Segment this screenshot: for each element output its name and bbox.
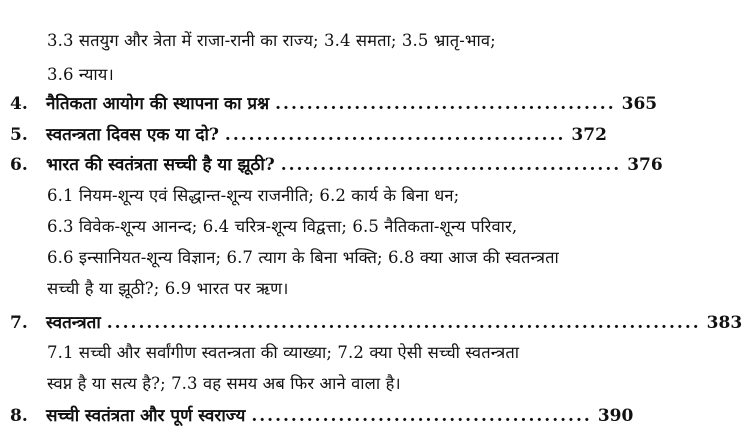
entry-title: नैतिकता आयोग की स्थापना का प्रश्न xyxy=(46,94,270,114)
toc-subtopics-7: 7.1 सच्ची और सर्वांगीण स्वतन्त्रता की व्याख्या; 7.2 क्या ऐसी सच्ची स्वतन्त्रता xyxy=(47,343,520,362)
toc-subtopics-6: 6.1 नियम-शून्य एवं सिद्धान्त-शून्य राजनीति; 6.2 कार्य के बिना धन; xyxy=(47,186,460,205)
toc-subtopics-6: 6.3 विवेक-शून्य आनन्द; 6.4 चरित्र-शून्य विद्वत्ता; 6.5 नैतिकता-शून्य परिवार, xyxy=(47,217,518,236)
dot-leader: ........................................... xyxy=(280,155,622,175)
toc-entry-5[interactable] xyxy=(10,122,607,145)
toc-subtopics-6: 6.6 इन्सानियत-शून्य विज्ञान; 6.7 त्याग के बिना भक्ति; 6.8 क्या आज की स्वतन्त्रता xyxy=(47,248,559,267)
entry-number: 6. xyxy=(10,155,28,175)
entry-number: 5. xyxy=(10,125,28,145)
page-number: 372 xyxy=(571,125,607,145)
entry-number: 8. xyxy=(10,406,28,426)
toc-entry-8[interactable] xyxy=(10,403,634,426)
entry-title: सच्ची स्वतंत्रता और पूर्ण स्वराज्य xyxy=(46,406,246,426)
dot-leader: ........................................................................... xyxy=(106,313,701,333)
entry-title: स्वतन्त्रता दिवस एक या दो? xyxy=(46,125,219,145)
toc-entry-7[interactable] xyxy=(10,310,742,333)
toc-subtopics-3: 3.3 सतयुग और त्रेता में राजा-रानी का राज्य; 3.4 समता; 3.5 भ्रातृ-भाव; xyxy=(47,31,496,50)
page-number: 365 xyxy=(621,94,658,114)
entry-number: 7. xyxy=(10,313,28,333)
toc-entry-6[interactable] xyxy=(10,152,663,175)
page-number: 376 xyxy=(627,155,663,175)
toc-entry-4[interactable] xyxy=(10,91,658,114)
page-number: 390 xyxy=(597,406,634,426)
dot-leader: ........................................... xyxy=(275,94,616,114)
toc-subtopics-7: स्वप्न है या सत्य है?; 7.3 वह समय अब फिर आने वाला है। xyxy=(47,374,401,393)
entry-title: स्वतन्त्रता xyxy=(46,313,101,333)
dot-leader: ........................................... xyxy=(224,125,566,145)
entry-number: 4. xyxy=(10,94,28,114)
toc-subtopics-6: सच्ची है या झूठी?; 6.9 भारत पर ऋण। xyxy=(47,279,289,298)
page-number: 383 xyxy=(706,313,742,333)
toc-subtopics-3: 3.6 न्याय। xyxy=(47,65,114,84)
dot-leader: ........................................... xyxy=(251,406,592,426)
entry-title: भारत की स्वतंत्रता सच्ची है या झूठी? xyxy=(46,155,275,175)
